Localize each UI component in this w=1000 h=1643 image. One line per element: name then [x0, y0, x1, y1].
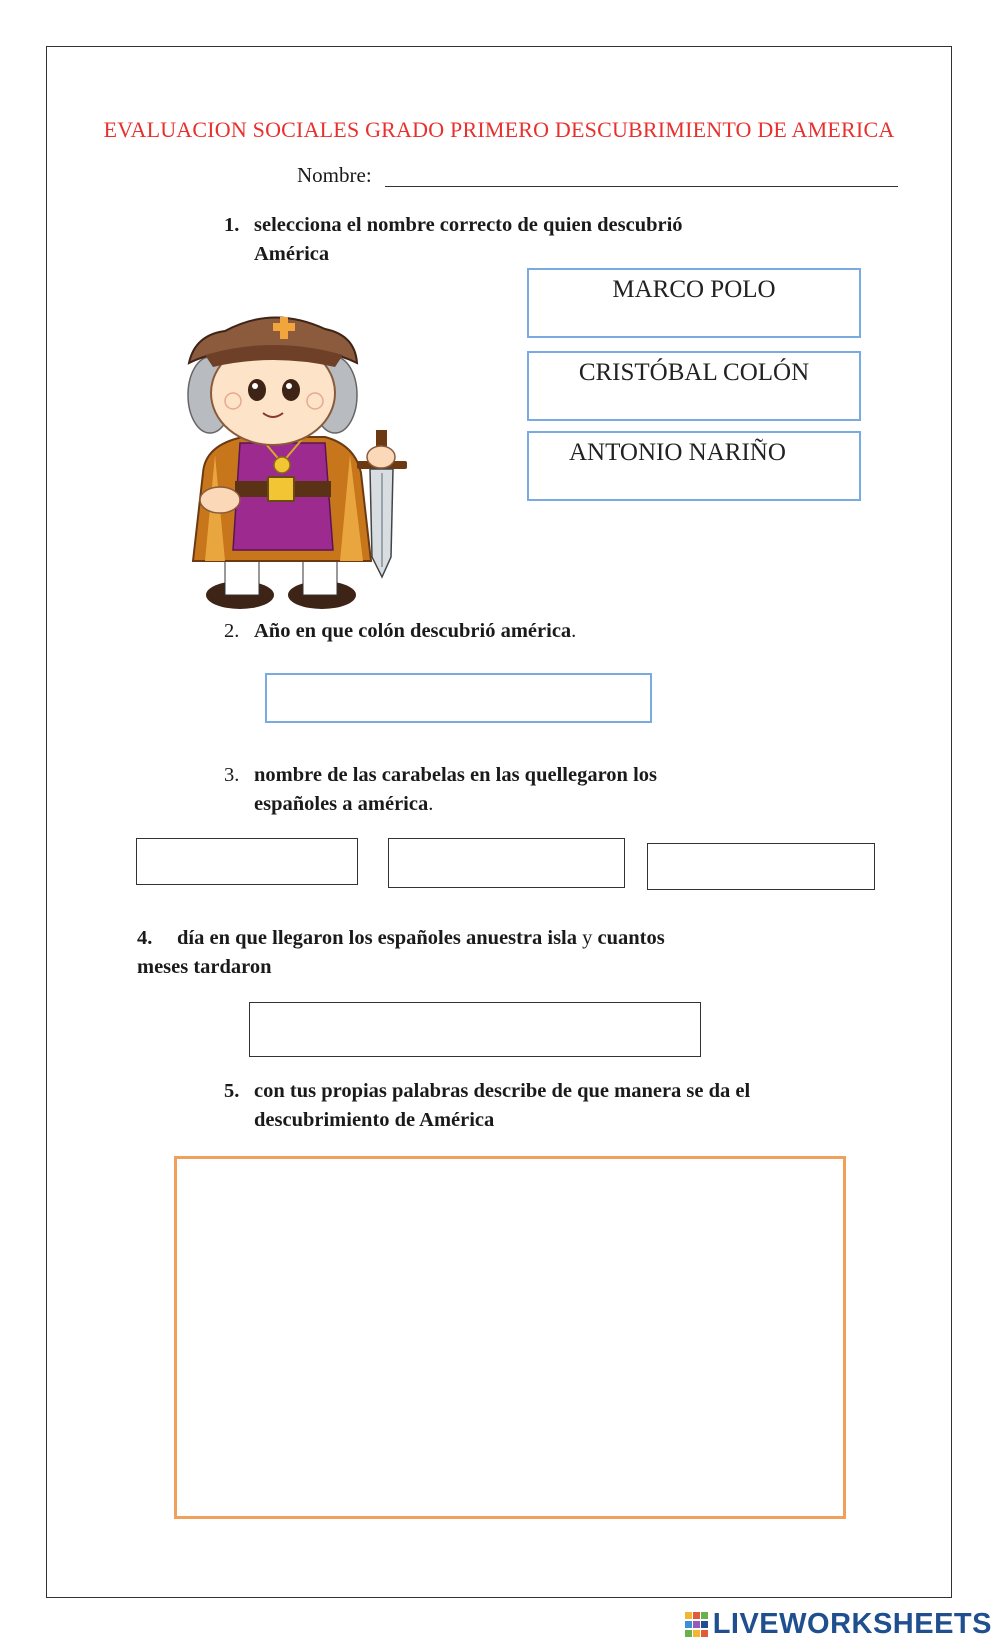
question-3-text-cont: españoles a américa	[254, 793, 429, 815]
name-label: Nombre:	[297, 163, 372, 187]
option-marco-polo-label: MARCO POLO	[612, 276, 776, 303]
option-antonio-narino[interactable]	[527, 431, 861, 501]
option-antonio-narino-label: ANTONIO NARIÑO	[569, 439, 786, 466]
question-3-text: nombre de las carabelas en las quellegaron los	[254, 764, 657, 786]
question-5-text-cont: descubrimiento de América	[254, 1109, 495, 1131]
question-2-period: .	[571, 620, 577, 642]
caravel-answer-field-3[interactable]	[647, 843, 875, 890]
question-2-number: 2.	[224, 620, 240, 642]
question-5-number: 5.	[224, 1080, 240, 1102]
option-cristobal-colon-label: CRISTÓBAL COLÓN	[578, 359, 810, 386]
question-1-text-cont: América	[254, 243, 330, 265]
question-2-text: Año en que colón descubrió américa	[254, 620, 572, 642]
liveworksheets-logo[interactable]	[685, 1608, 992, 1641]
question-5-text: con tus propias palabras describe de que manera se da el	[254, 1080, 751, 1102]
question-3-number: 3.	[224, 764, 240, 786]
question-4-number: 4.	[137, 927, 153, 949]
question-1-text: selecciona el nombre correcto de quien descubrió	[254, 214, 683, 236]
essay-answer-field[interactable]	[174, 1156, 846, 1519]
liveworksheets-logo-icon	[685, 1612, 709, 1638]
christopher-columbus-illustration	[185, 305, 430, 610]
liveworksheets-wordmark: LIVEWORKSHEETS	[712, 1608, 992, 1640]
question-1-number: 1.	[224, 214, 240, 236]
question-4-text-cuantos: cuantos	[597, 927, 665, 949]
option-cristobal-colon[interactable]	[527, 351, 861, 421]
worksheet-title: EVALUACION SOCIALES GRADO PRIMERO DESCUBRIMIENTO DE AMERICA	[103, 117, 895, 142]
question-5	[224, 1077, 750, 1135]
question-1	[224, 211, 683, 269]
question-4-text-y: y	[582, 927, 593, 949]
question-4	[137, 924, 665, 982]
caravel-answer-field-2[interactable]	[388, 838, 625, 888]
arrival-answer-field[interactable]	[249, 1002, 701, 1057]
option-marco-polo[interactable]	[527, 268, 861, 338]
name-field[interactable]	[385, 186, 898, 187]
question-3	[224, 761, 657, 819]
caravel-answer-field-1[interactable]	[136, 838, 358, 885]
year-answer-field[interactable]	[265, 673, 652, 723]
question-4-text: día en que llegaron los españoles anuestra isla	[177, 927, 577, 949]
question-4-text-cont: meses tardaron	[137, 956, 272, 978]
question-2	[224, 617, 576, 646]
question-3-period: .	[428, 793, 434, 815]
